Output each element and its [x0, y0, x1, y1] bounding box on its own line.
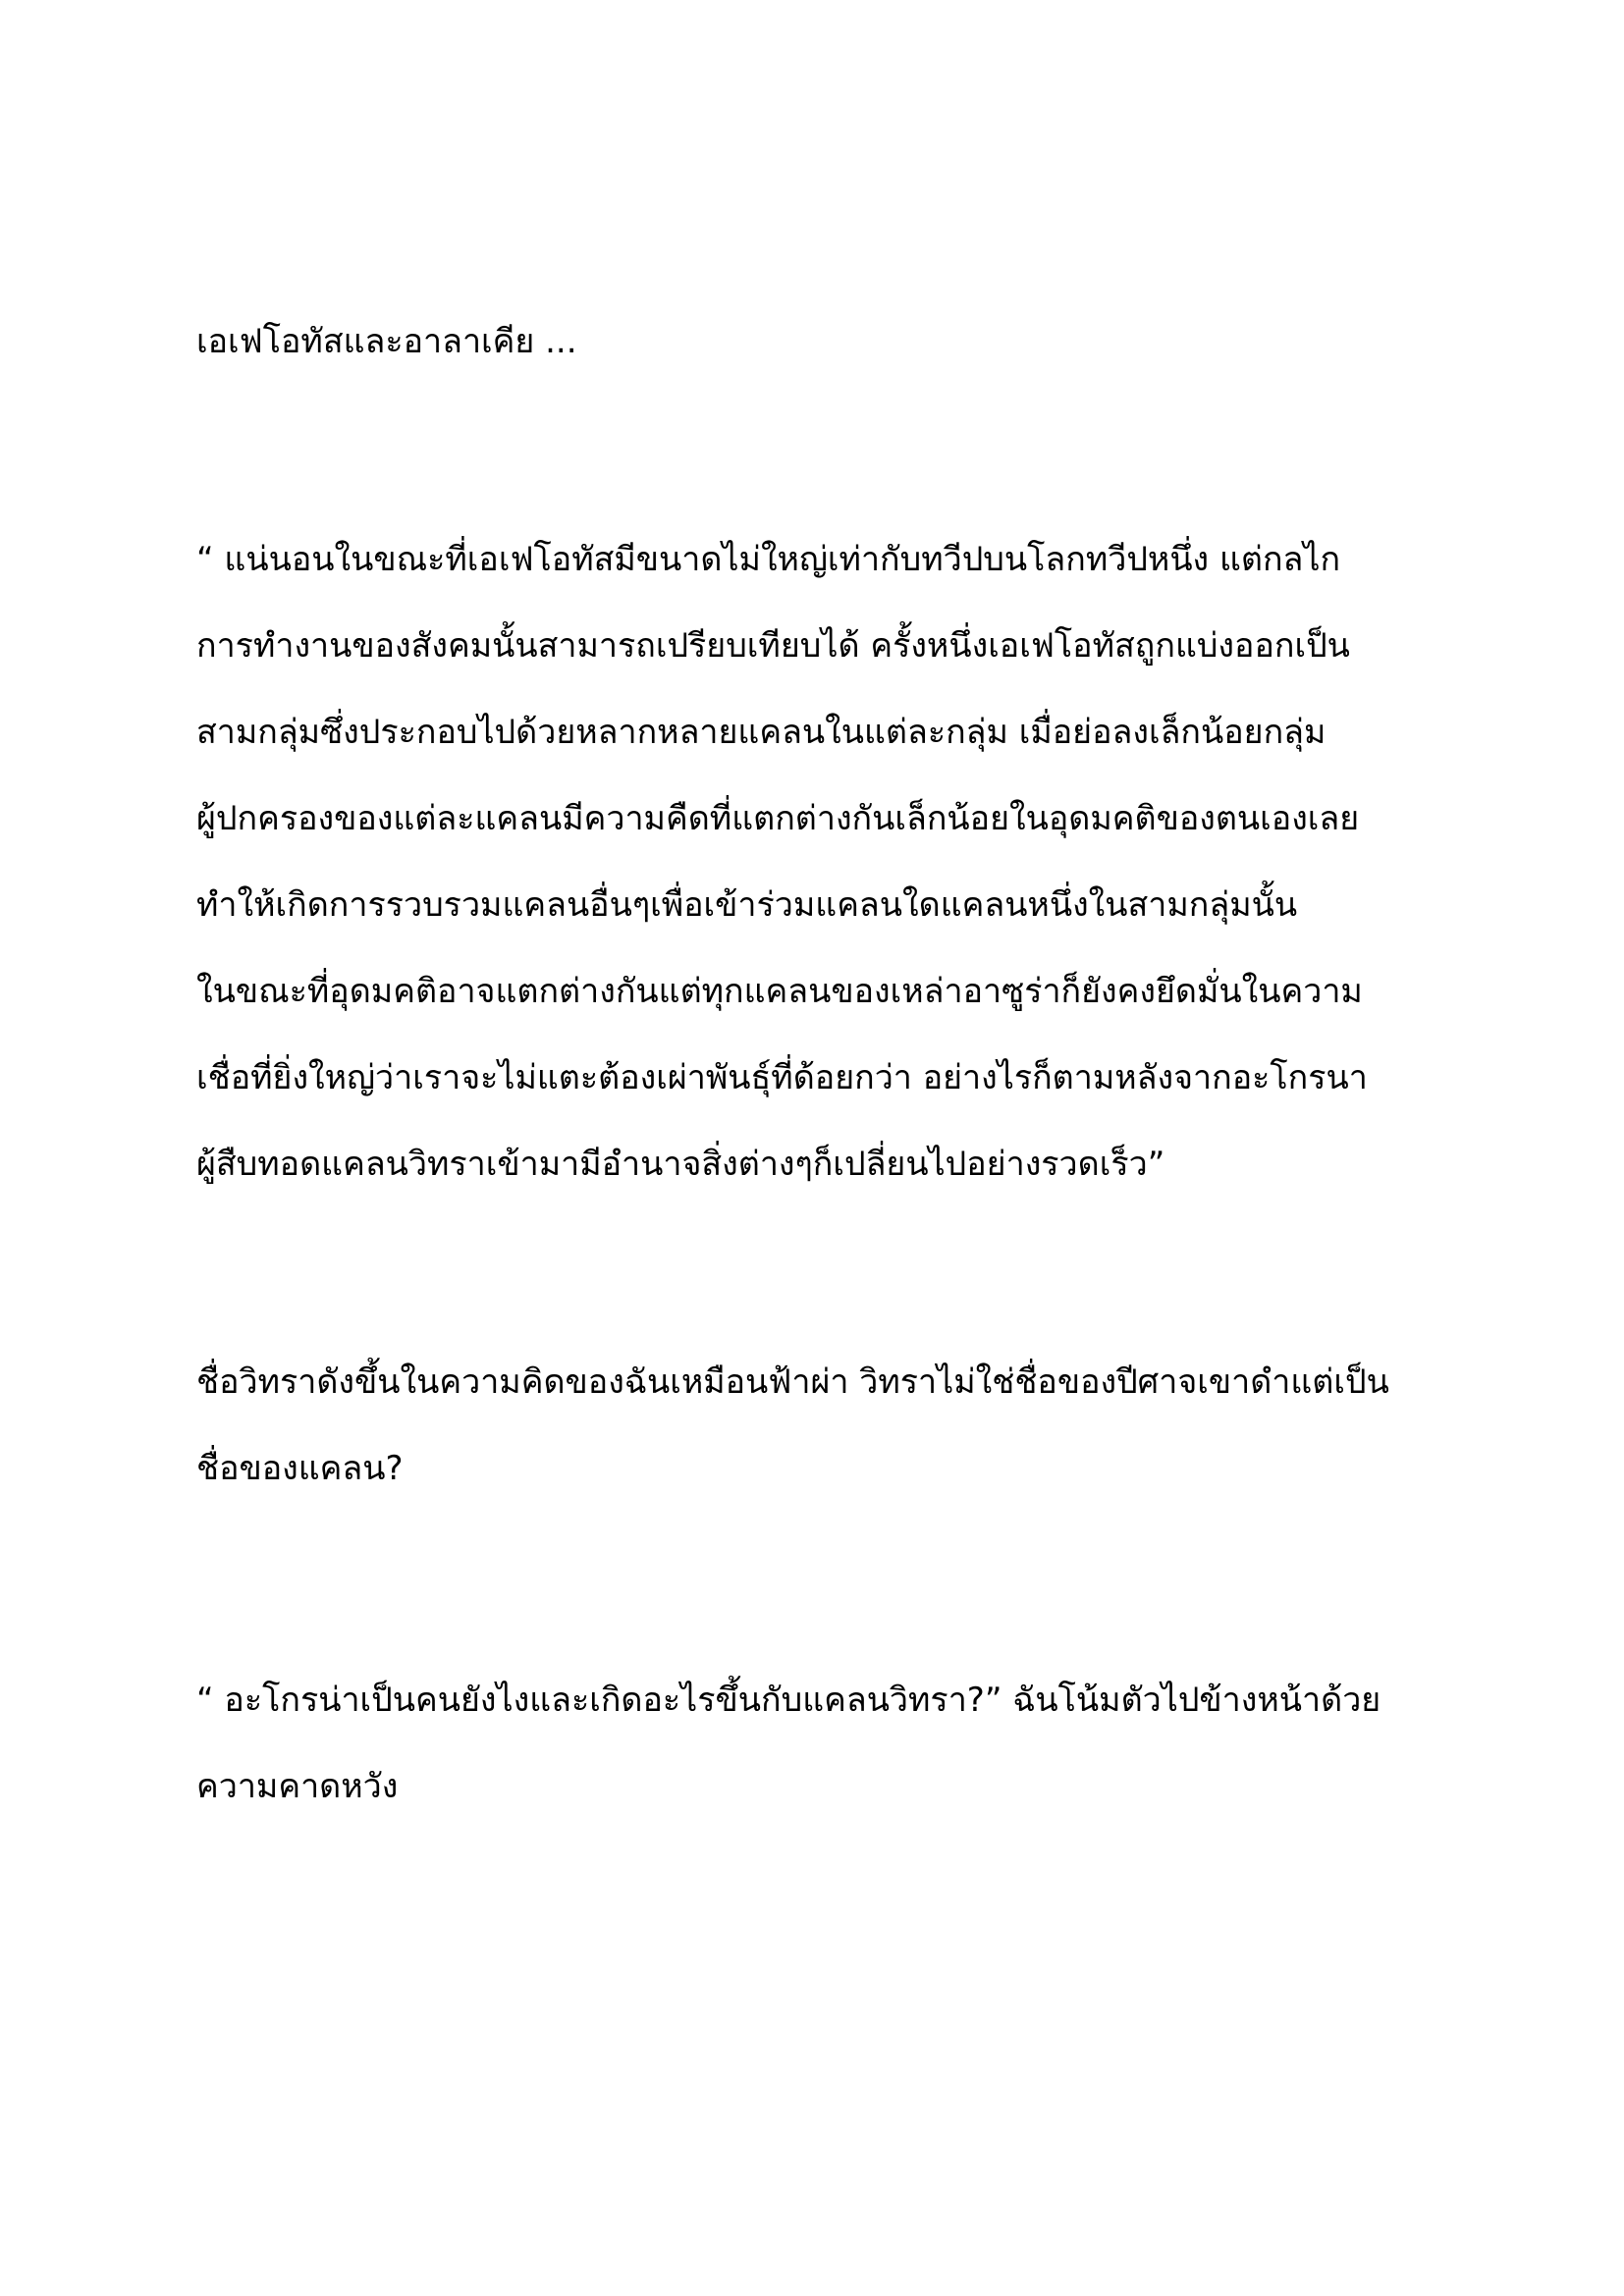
- paragraph-2-line-8: ผู้สืบทอดแคลนวิทราเข้ามามีอำนาจสิ่งต่างๆก็เปลี่ยนไปอย่างรวดเร็ว”: [196, 1145, 1165, 1184]
- paragraph-2-line-1: “ แน่นอนในขณะที่เอเฟโอทัสมีขนาดไม่ใหญ่เท่ากับทวีปบนโลกทวีปหนึ่ง แต่กลไก: [196, 540, 1341, 579]
- paragraph-2-line-5: ทำให้เกิดการรวบรวมแคลนอื่นๆเพื่อเข้าร่วมแคลนใดแคลนหนึ่งในสามกลุ่มนั้น: [196, 885, 1298, 925]
- paragraph-2-line-7: เชื่อที่ยิ่งใหญ่ว่าเราจะไม่แตะต้องเผ่าพันธุ์ที่ด้อยกว่า อย่างไรก็ตามหลังจากอะโกรนา: [196, 1058, 1368, 1097]
- paragraph-2-line-3: สามกลุ่มซึ่งประกอบไปด้วยหลากหลายแคลนในแต่ละกลุ่ม เมื่อย่อลงเล็กน้อยกลุ่ม: [196, 713, 1326, 752]
- paragraph-2-line-6: ในขณะที่อุดมคติอาจแตกต่างกันแต่ทุกแคลนของเหล่าอาซูร่าก็ยังคงยึดมั่นในความ: [196, 972, 1363, 1011]
- paragraph-2-line-4: ผู้ปกครองของแต่ละแคลนมีความคืดที่แตกต่างกันเล็กน้อยในอุดมคติของตนเองเลย: [196, 799, 1360, 838]
- paragraph-4-line-1: “ อะโกรน่าเป็นคนยังไงและเกิดอะไรขึ้นกับแคลนวิทรา?” ฉันโน้มตัวไปข้างหน้าด้วย: [196, 1681, 1381, 1720]
- heading-line: เอเฟโอทัสและอาลาเคีย ...: [196, 322, 577, 361]
- paragraph-2-line-2: การทำงานของสังคมนั้นสามารถเปรียบเทียบได้ ครั้งหนึ่งเอเฟโอทัสถูกแบ่งออกเป็น: [196, 626, 1350, 666]
- paragraph-3-line-2: ชื่อของแคลน?: [196, 1449, 404, 1488]
- paragraph-3-line-1: ชื่อวิทราดังขึ้นในความคิดของฉันเหมือนฟ้าผ่า วิทราไม่ใช่ชื่อของปีศาจเขาดำแต่เป็น: [196, 1362, 1389, 1402]
- paragraph-4-line-2: ความคาดหวัง: [196, 1767, 399, 1806]
